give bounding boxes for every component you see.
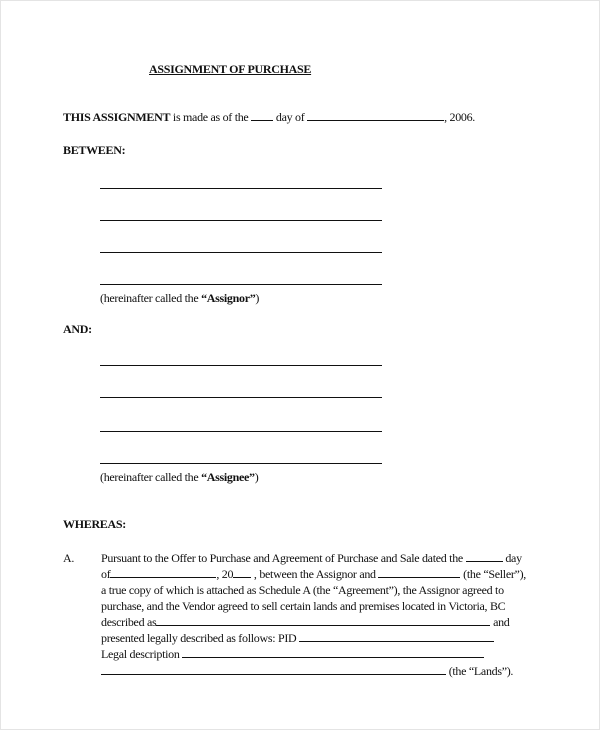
pid-blank[interactable] <box>299 631 494 642</box>
assignor-line-1[interactable] <box>100 188 382 189</box>
assignee-line-1[interactable] <box>100 365 382 366</box>
text: of <box>101 567 111 581</box>
day-blank[interactable] <box>251 110 273 121</box>
clause-a-line-6 <box>101 631 494 645</box>
text: (hereinafter called the <box>100 470 202 484</box>
assignee-text <box>100 470 258 484</box>
text: Pursuant to the Offer to Purchase and Agreement of Purchase and Sale dated the <box>101 551 466 565</box>
assignor-text <box>100 291 259 305</box>
text: (the “Lands”). <box>446 664 514 678</box>
year-blank[interactable] <box>233 567 251 578</box>
text: and <box>490 615 510 629</box>
text: , 20 <box>216 567 234 581</box>
text: ) <box>255 291 260 305</box>
text: Legal description <box>101 647 183 661</box>
between-label: BETWEEN: <box>63 143 126 157</box>
clause-a-line-7 <box>101 647 484 661</box>
document-title: ASSIGNMENT OF PURCHASE <box>149 62 312 76</box>
clause-a-line-8 <box>101 664 513 678</box>
text: presented legally described as follows: PID <box>101 631 300 645</box>
assignee-line-3[interactable] <box>100 431 382 432</box>
clause-a-line-3: a true copy of which is attached as Schedule A (the “Agreement”), the Assignor agreed to <box>101 583 504 597</box>
assignee-line-4[interactable] <box>100 463 382 464</box>
clause-a-line-4: purchase, and the Vendor agreed to sell certain lands and premises located in Victoria, BC <box>101 599 506 613</box>
text: day <box>502 551 522 565</box>
legal-description-blank[interactable] <box>182 647 484 658</box>
assignor-line-2[interactable] <box>100 220 382 221</box>
clause-a-marker: A. <box>63 551 75 565</box>
dated-day-blank[interactable] <box>466 551 503 562</box>
intro-text: day of <box>273 110 308 124</box>
described-as-blank[interactable] <box>156 615 490 626</box>
text: ) <box>254 470 259 484</box>
clause-a-line-1 <box>101 551 522 565</box>
whereas-label: WHEREAS: <box>63 517 126 531</box>
dated-month-blank[interactable] <box>110 567 216 578</box>
and-label: AND: <box>63 322 92 336</box>
text: described as <box>101 615 157 629</box>
clause-a-line-5 <box>101 615 510 629</box>
text: (hereinafter called the <box>100 291 202 305</box>
intro-lead: THIS ASSIGNMENT <box>63 110 171 124</box>
assignor-name: “Assignor” <box>201 291 256 305</box>
assignee-line-2[interactable] <box>100 397 382 398</box>
seller-blank[interactable] <box>378 567 460 578</box>
text: , between the Assignor and <box>251 567 379 581</box>
assignee-name: “Assignee” <box>201 470 255 484</box>
legal-description-blank-2[interactable] <box>101 664 446 675</box>
text: (the “Seller”), <box>460 567 526 581</box>
month-blank[interactable] <box>307 110 444 121</box>
intro-text: is made as of the <box>170 110 252 124</box>
assignor-line-3[interactable] <box>100 252 382 253</box>
intro-text: , 2006. <box>444 110 476 124</box>
assignor-line-4[interactable] <box>100 284 382 285</box>
clause-a-line-2 <box>101 567 526 581</box>
intro-line <box>63 110 475 124</box>
